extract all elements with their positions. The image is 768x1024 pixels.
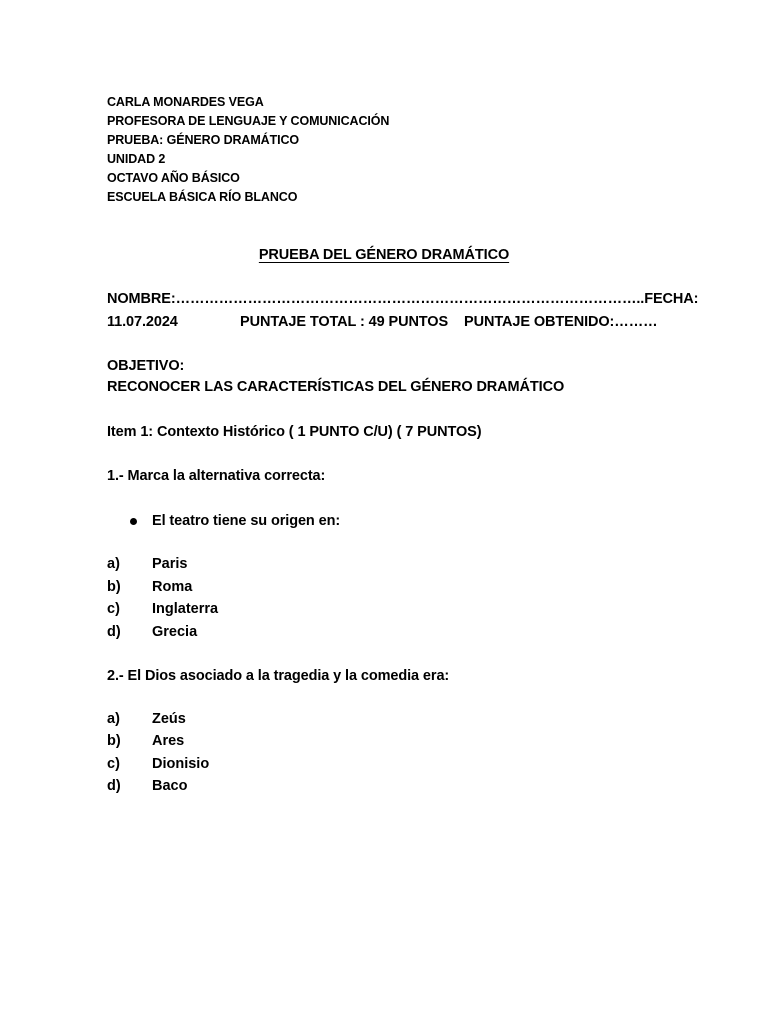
q1-option-c-letter: c): [107, 601, 120, 617]
q1-option-b-letter: b): [107, 579, 121, 595]
header-test-name: PRUEBA: GÉNERO DRAMÁTICO: [107, 133, 300, 147]
q1-option-a-letter: a): [107, 556, 120, 572]
q2-option-a-text: Zeús: [152, 711, 186, 727]
q2-option-c-letter: c): [107, 756, 120, 772]
header-teacher-role: PROFESORA DE LENGUAJE Y COMUNICACIÓN: [107, 114, 390, 128]
q2-option-b-letter: b): [107, 733, 121, 749]
question1-prompt: 1.- Marca la alternativa correcta:: [107, 468, 326, 484]
q1-option-d-text: Grecia: [152, 624, 198, 640]
header-school: ESCUELA BÁSICA RÍO BLANCO: [107, 190, 298, 204]
item1-heading: Item 1: Contexto Histórico ( 1 PUNTO C/U) ( 7 PUNTOS): [107, 424, 482, 440]
q1-option-d-letter: d): [107, 624, 121, 640]
q2-option-d-letter: d): [107, 778, 121, 794]
q2-option-b-text: Ares: [152, 733, 185, 749]
document-title: PRUEBA DEL GÉNERO DRAMÁTICO: [258, 247, 510, 263]
obtained-score: PUNTAJE OBTENIDO:………: [464, 314, 658, 330]
objective-label: OBJETIVO:: [107, 358, 185, 374]
q2-option-d-text: Baco: [152, 778, 188, 794]
q1-option-b-text: Roma: [152, 579, 193, 595]
test-date: 11.07.2024: [107, 314, 178, 330]
question2-prompt: 2.- El Dios asociado a la tragedia y la comedia era:: [107, 668, 450, 684]
question1-bullet-text: El teatro tiene su origen en:: [152, 513, 341, 529]
objective-text: RECONOCER LAS CARACTERÍSTICAS DEL GÉNERO DRAMÁTICO: [107, 379, 565, 395]
bullet-icon: [130, 518, 137, 525]
teacher-header: [107, 93, 389, 207]
q1-option-c-text: Inglaterra: [152, 601, 219, 617]
header-grade: OCTAVO AÑO BÁSICO: [107, 171, 240, 185]
header-unit: UNIDAD 2: [107, 152, 166, 166]
name-date-line: NOMBRE:……………………………………………………………………………………..FECHA:: [107, 291, 699, 307]
total-score: PUNTAJE TOTAL : 49 PUNTOS: [240, 314, 449, 330]
q2-option-a-letter: a): [107, 711, 120, 727]
q2-option-c-text: Dionisio: [152, 756, 210, 772]
q1-option-a-text: Paris: [152, 556, 188, 572]
header-teacher-name: CARLA MONARDES VEGA: [107, 95, 264, 109]
